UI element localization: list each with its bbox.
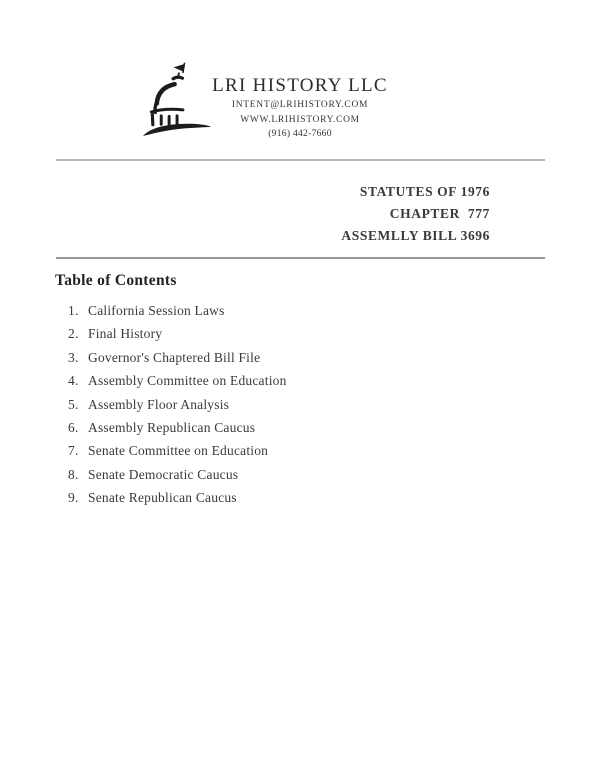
- letterhead-email: INTENT@LRIHISTORY.COM: [231, 100, 369, 110]
- toc-item-label: Final History: [88, 326, 163, 342]
- toc-item: [68, 490, 287, 505]
- toc-item-label: Senate Republican Caucus: [88, 490, 237, 506]
- bill-line: ASSEMLLY BILL 3696: [341, 228, 490, 243]
- letterhead-website: WWW.LRIHISTORY.COM: [240, 114, 360, 125]
- toc-list: [68, 303, 287, 514]
- divider-top: [56, 159, 545, 161]
- toc-item: [68, 326, 287, 341]
- toc-item: [68, 443, 287, 458]
- toc-item-number: 4.: [68, 373, 79, 389]
- case-header: [341, 181, 490, 247]
- toc-item-label: Assembly Republican Caucus: [88, 420, 256, 436]
- company-name: LRI HISTORY LLC: [212, 75, 388, 96]
- toc-item-number: 2.: [68, 326, 79, 342]
- toc-item-number: 5.: [68, 396, 79, 412]
- statutes-line: STATUTES OF 1976: [359, 184, 490, 199]
- toc-item-label: Governor's Chaptered Bill File: [88, 349, 261, 365]
- toc-item-label: California Session Laws: [88, 303, 225, 318]
- chapter-line: CHAPTER 777: [389, 206, 490, 221]
- toc-item: [68, 303, 287, 318]
- toc-item: [68, 467, 287, 482]
- toc-item-label: Senate Democratic Caucus: [88, 466, 239, 482]
- toc-item: [68, 350, 287, 365]
- toc-heading: Table of Contents: [55, 272, 177, 289]
- toc-item-label: Assembly Committee on Education: [88, 373, 287, 389]
- toc-item-number: 1.: [68, 303, 79, 318]
- toc-item-number: 7.: [68, 443, 79, 459]
- toc-item: [68, 373, 287, 388]
- toc-item-label: Assembly Floor Analysis: [88, 396, 230, 412]
- letterhead-text: [0, 74, 600, 142]
- toc-item: [68, 420, 287, 435]
- toc-item-number: 9.: [68, 490, 79, 506]
- divider-bottom: [56, 257, 545, 259]
- letterhead-phone: (916) 442-7660: [268, 129, 332, 139]
- toc-item-number: 3.: [68, 349, 79, 365]
- toc-item-number: 8.: [68, 466, 79, 482]
- toc-item-number: 6.: [68, 420, 79, 436]
- toc-item: [68, 397, 287, 412]
- toc-item-label: Senate Committee on Education: [88, 443, 269, 459]
